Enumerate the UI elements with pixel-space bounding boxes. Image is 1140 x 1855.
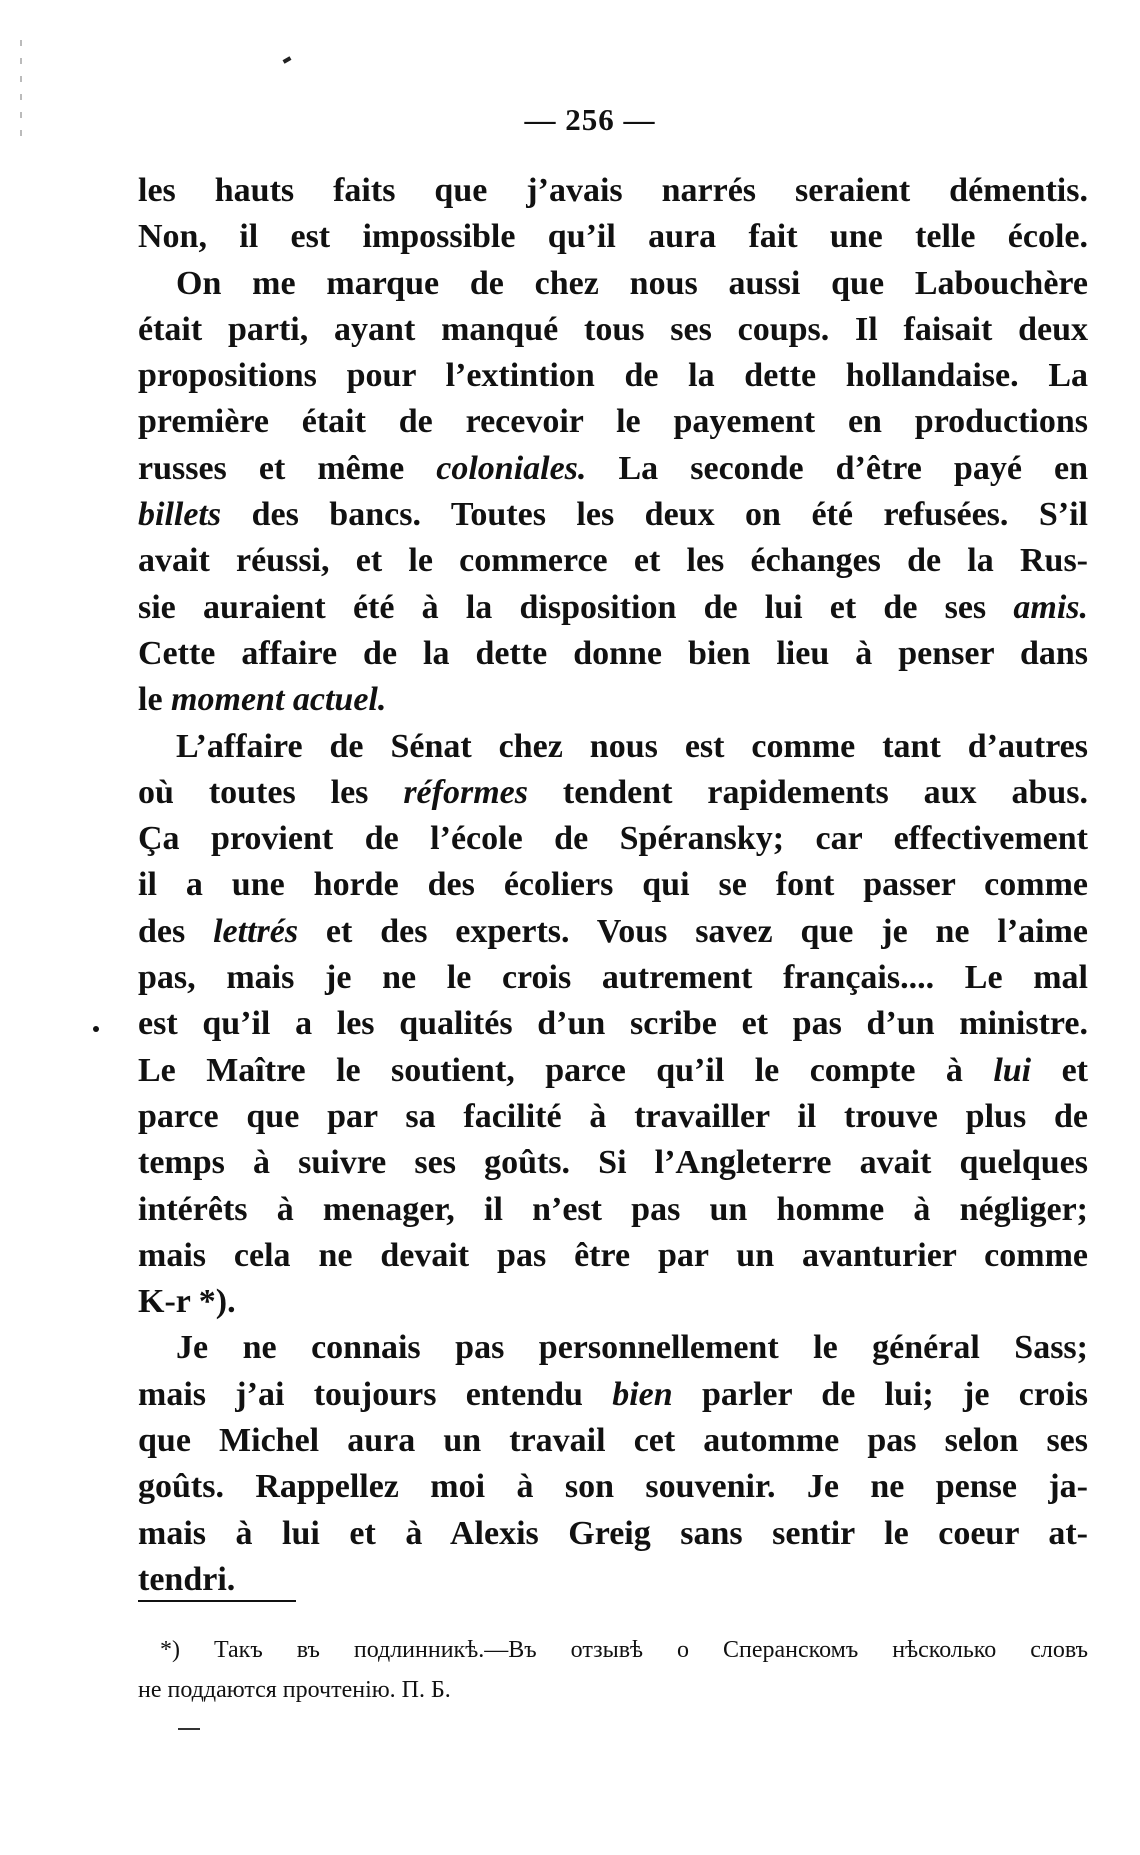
text-line-9: avait réussi, et le commerce et les échanges de la Rus- [138,542,1088,580]
text-line-24: mais cela ne devait pas être par un avanturier comme [138,1236,1088,1274]
text-line-25: K-r *). [138,1283,236,1321]
text-line-2: Non, il est impossible qu’il aura fait une telle école. [138,218,1088,256]
page-number: — 256 — [524,102,656,137]
text-line-28: que Michel aura un travail cet automme pas selon ses [138,1422,1088,1460]
text-line-22: temps à suivre ses goûts. Si l’Angleterre avait quelques [138,1144,1088,1182]
text-line-26: Je ne connais pas personnellement le général Sass; [176,1329,1088,1367]
text-line-1: les hauts faits que j’avais narrés seraient démentis. [138,172,1088,209]
end-mark [178,1728,200,1730]
text-line-10: sie auraient été à la disposition de lui et de ses amis. [138,588,1088,626]
text-line-3: On me marque de chez nous aussi que Labouchère [176,264,1088,302]
text-line-30: mais à lui et à Alexis Greig sans sentir le coeur at- [138,1514,1088,1552]
text-line-29: goûts. Rappellez moi à son souvenir. Je ne pense ja- [138,1468,1088,1506]
text-line-23: intérêts à menager, il n’est pas un homme à négliger; [138,1190,1088,1228]
text-line-21: parce que par sa facilité à travailler il trouve plus de [138,1097,1088,1135]
text-line-14: où toutes les réformes tendent rapidements aux abus. [138,773,1088,811]
text-line-15: Ça provient de l’école de Spéransky; car effectivement [138,820,1088,858]
text-line-27: mais j’ai toujours entendu bien parler de lui; je crois [138,1375,1088,1413]
footnote-line-1: *) Такъ въ подлинникѣ.—Въ отзывѣ о Сперанскомъ нѣсколько словъ [160,1637,1088,1663]
text-line-6: première était de recevoir le payement en productions [138,403,1088,441]
margin-dot [93,1026,99,1032]
text-line-17: des lettrés et des experts. Vous savez que je ne l’aime [138,912,1089,950]
body-text [138,168,1088,1603]
text-line-13: L’affaire de Sénat chez nous est comme tant d’autres [176,727,1088,765]
text-line-20: Le Maître le soutient, parce qu’il le compte à lui et [138,1051,1088,1089]
text-line-31: tendri. [138,1560,236,1598]
footnote [138,1630,1088,1710]
text-line-8: billets des bancs. Toutes les deux on été refusées. S’il [138,496,1088,534]
text-line-4: était parti, ayant manqué tous ses coups. Il faisait deux [138,310,1088,348]
text-line-7: russes et même coloniales. La seconde d’être payé en [138,449,1088,487]
scan-ink-mark [283,56,292,63]
text-line-11: Cette affaire de la dette donne bien lieu à penser dans [138,634,1088,672]
text-line-19: est qu’il a les qualités d’un scribe et pas d’un ministre. [138,1005,1088,1043]
footnote-line-2: не поддаются прочтенію. П. Б. [138,1677,451,1703]
text-line-12: le moment actuel. [138,681,387,719]
text-line-16: il a une horde des écoliers qui se font passer comme [138,866,1088,904]
text-line-5: propositions pour l’extintion de la dette hollandaise. La [138,357,1088,395]
text-line-18: pas, mais je ne le crois autrement français.... Le mal [138,959,1088,997]
footnote-rule [138,1600,296,1602]
